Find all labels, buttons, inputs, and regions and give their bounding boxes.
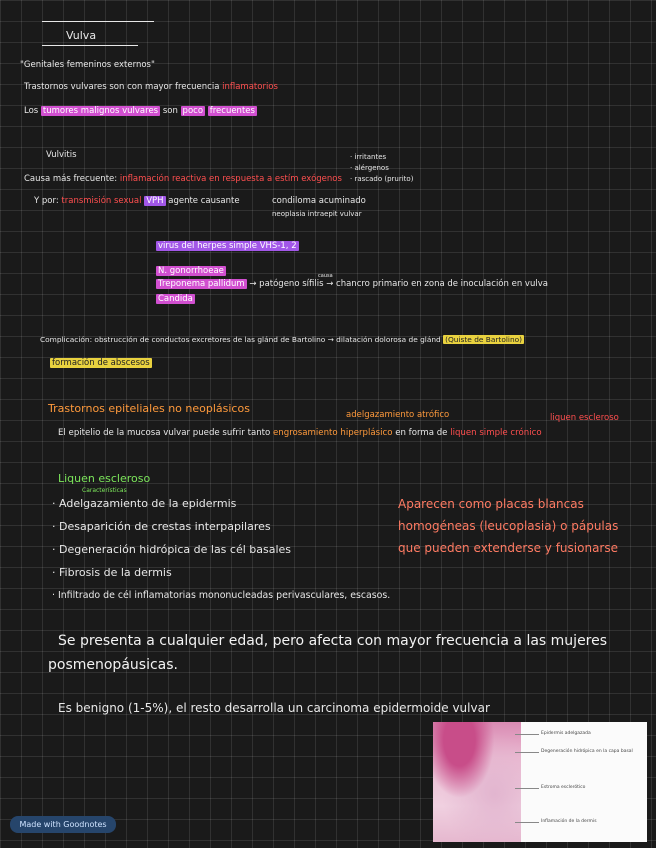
liquen-item-4: · Fibrosis de la dermis xyxy=(52,566,172,580)
candida xyxy=(156,294,195,305)
treponema-line xyxy=(156,279,548,290)
intro-line-1-highlight: inflamatorios xyxy=(222,82,278,92)
intro-hl-poco: poco xyxy=(182,106,204,116)
vulvitis-cause-line xyxy=(24,174,342,185)
vph-highlight: VPH xyxy=(146,196,164,206)
goodnotes-badge[interactable]: Made with Goodnotes xyxy=(10,816,116,833)
liquen-item-1: · Adelgazamiento de la epidermis xyxy=(52,497,236,511)
vulvitis-heading: Vulvitis xyxy=(46,150,77,160)
leader-line-3 xyxy=(515,788,539,789)
intro-line-1-text: Trastornos vulvares son con mayor frecuencia xyxy=(24,82,220,92)
gonorrhoea-highlight: N. gonorrhoeae xyxy=(158,266,224,276)
liquen-note-3: que pueden extenderse y fusionarse xyxy=(398,541,618,555)
vulvitis-sex-line xyxy=(34,196,240,207)
treponema-post: → patógeno sífilis xyxy=(249,279,324,289)
liquen-escleroso-ref: liquen escleroso xyxy=(550,413,619,423)
quiste-highlight: (Quiste de Bartolino) xyxy=(445,335,523,344)
frecuencia-line-2: posmenopáusicas. xyxy=(48,657,178,673)
figure-label-2: Degeneración hidrópica en la capa basal xyxy=(541,749,633,754)
cause-highlight: inflamación reactiva en respuesta a estím exógenos xyxy=(119,174,342,184)
intro-hl-frecuentes: frecuentes xyxy=(209,106,255,116)
figure-label-4: Inflamación de la dermis xyxy=(541,819,597,824)
liquen-heading: Liquen escleroso xyxy=(58,472,151,485)
intro-line-1 xyxy=(24,82,278,93)
liquen-item-2: · Desaparición de crestas interpapilares xyxy=(52,520,271,534)
sex-post: agente causante xyxy=(168,196,240,206)
engrosamiento: engrosamiento hiperplásico xyxy=(273,428,393,438)
small-note: causa xyxy=(318,273,333,279)
herpes xyxy=(156,241,299,252)
intro-line-2-text: Los xyxy=(24,106,39,116)
candida-highlight: Candida xyxy=(158,294,193,304)
title-underline xyxy=(42,45,138,46)
liquen-sub: Características xyxy=(82,487,127,494)
abscesos-highlight: formación de abscesos xyxy=(52,358,150,368)
epitelial-line xyxy=(58,428,542,439)
sex-label: Y por: xyxy=(34,196,59,206)
title-rule xyxy=(42,21,154,22)
chancro: → chancro primario en zona de inoculación en vulva xyxy=(326,279,548,289)
complicacion-line xyxy=(40,334,524,345)
figure-label-1: Epidermis adelgazada xyxy=(541,731,591,736)
treponema-highlight: Treponema pallidum xyxy=(158,279,245,289)
histology-figure xyxy=(433,722,647,842)
liquen-note-2: homogéneas (leucoplasia) o pápulas xyxy=(398,519,619,533)
leader-line-4 xyxy=(515,822,539,823)
intro-hl-tumores: tumores malignos vulvares xyxy=(42,106,159,116)
vulvitis-cause-1: · irritantes xyxy=(350,153,387,161)
figure-label-3: Estroma esclerótico xyxy=(541,785,586,790)
neoplasia: neoplasia intraepit vulvar xyxy=(272,210,362,218)
epitelial-heading: Trastornos epiteliales no neoplásicos xyxy=(48,402,250,415)
liquen-note-1: Aparecen como placas blancas xyxy=(398,497,584,511)
forma: en forma de xyxy=(395,428,448,438)
condiloma: condiloma acuminado xyxy=(272,196,366,206)
leader-line-2 xyxy=(515,752,539,753)
histology-image xyxy=(433,722,521,842)
leader-line-1 xyxy=(515,734,539,735)
subtitle: "Genitales femeninos externos" xyxy=(20,60,155,70)
intro-line-2 xyxy=(24,106,257,117)
benigno-line: Es benigno (1-5%), el resto desarrolla un carcinoma epidermoide vulvar xyxy=(58,701,490,715)
vulvitis-cause-2: · alérgenos xyxy=(350,164,389,172)
liquen-item-3: · Degeneración hidrópica de las cél basales xyxy=(52,543,291,557)
adelgazamiento: adelgazamiento atrófico xyxy=(346,410,450,420)
sex-highlight: transmisión sexual xyxy=(61,196,142,206)
intro-line-2-mid: son xyxy=(162,106,178,116)
cause-label: Causa más frecuente: xyxy=(24,174,118,184)
complicacion-text: Complicación: obstrucción de conductos excretores de las glánd de Bartolino → dilatación dolorosa de glánd xyxy=(40,335,441,344)
abscesos-line xyxy=(50,358,152,369)
epitelial-text: El epitelio de la mucosa vulvar puede sufrir tanto xyxy=(58,428,271,438)
gonorrhoea xyxy=(156,266,226,277)
herpes-highlight: virus del herpes simple VHS-1, 2 xyxy=(158,241,297,251)
frecuencia-line-1: Se presenta a cualquier edad, pero afecta con mayor frecuencia a las mujeres xyxy=(58,633,608,649)
liquen-item-5: · Infiltrado de cél inflamatorias mononucleadas perivasculares, escasos. xyxy=(52,589,390,603)
liquen-simple-ref: liquen simple crónico xyxy=(450,428,542,438)
vulvitis-cause-3: · rascado (prurito) xyxy=(350,175,414,183)
page-title: Vulva xyxy=(66,29,97,42)
